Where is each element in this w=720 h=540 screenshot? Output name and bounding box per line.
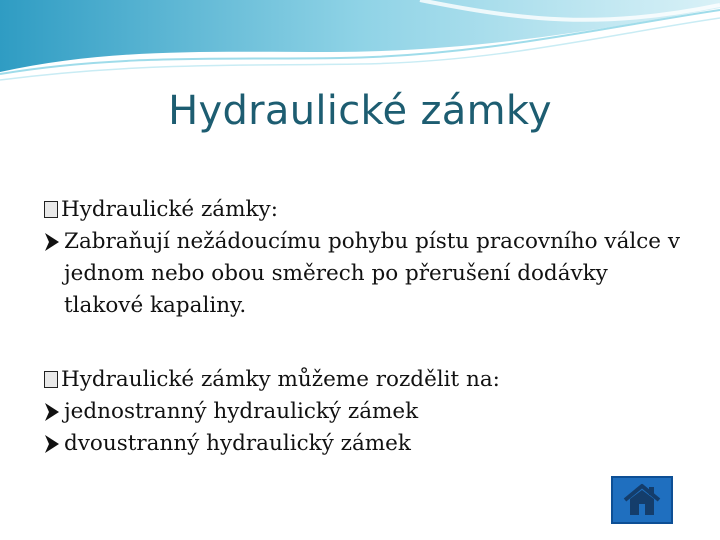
- missing-glyph-icon: [44, 201, 58, 218]
- top-wave-decoration: [0, 0, 720, 95]
- section-heading-text: Hydraulické zámky:: [61, 197, 278, 222]
- list-item-text: dvoustranný hydraulický zámek: [64, 431, 411, 456]
- section-heading-text: Hydraulické zámky můžeme rozdělit na:: [61, 367, 500, 392]
- list-item: [44, 428, 684, 460]
- arrow-right-icon: [44, 434, 60, 454]
- slide-content: [44, 194, 684, 460]
- arrow-right-icon: [44, 402, 60, 422]
- list-item: [44, 396, 684, 428]
- section-heading: [44, 364, 684, 396]
- slide-title: Hydraulické zámky: [168, 88, 552, 134]
- list-item-text: jednostranný hydraulický zámek: [64, 399, 419, 424]
- section-heading: [44, 194, 684, 226]
- missing-glyph-icon: [44, 371, 58, 388]
- arrow-right-icon: [44, 232, 60, 252]
- home-button[interactable]: [611, 476, 673, 524]
- list-item-text: Zabraňují nežádoucímu pohybu pístu pracovního válce v jednom nebo obou směrech po přerušení dodávky tlakové kapaliny.: [64, 229, 681, 318]
- list-item: [44, 226, 684, 322]
- home-icon: [622, 482, 662, 518]
